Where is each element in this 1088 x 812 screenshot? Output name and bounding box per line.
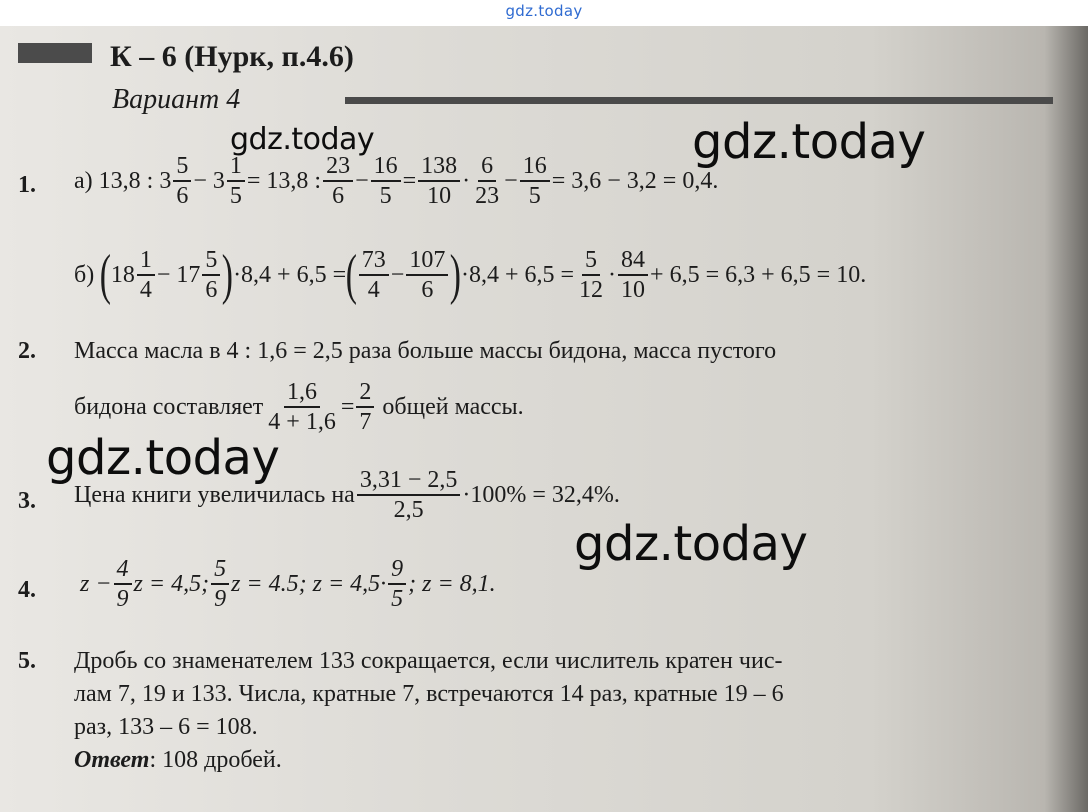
numerator: 1,6 xyxy=(284,378,320,408)
text: · xyxy=(608,261,617,288)
paren-close: ) xyxy=(222,244,234,306)
problem-1-number: 1. xyxy=(18,172,36,198)
fraction xyxy=(173,152,191,210)
problem-5-answer xyxy=(74,747,282,774)
problem-1b-label: б) xyxy=(74,261,95,288)
numerator: 4 xyxy=(114,555,132,585)
text: − xyxy=(504,167,518,194)
text: z = 4.5; z = 4,5· xyxy=(231,570,387,597)
numerator: 107 xyxy=(406,246,448,276)
problem-3-number: 3. xyxy=(18,488,36,514)
text: ·100% = 32,4%. xyxy=(462,481,620,508)
denominator: 10 xyxy=(621,277,646,303)
text: бидона составляет xyxy=(74,393,264,420)
text: 18 xyxy=(110,261,135,288)
denominator: 5 xyxy=(391,586,404,612)
fraction xyxy=(137,246,155,304)
denominator: 23 xyxy=(475,183,500,209)
problem-1b xyxy=(74,246,866,304)
fraction xyxy=(114,555,132,613)
numerator: 23 xyxy=(323,152,353,182)
denominator: 5 xyxy=(528,183,541,209)
numerator: 5 xyxy=(582,246,600,276)
fraction xyxy=(406,246,448,304)
watermark: gdz.today xyxy=(574,516,808,572)
problem-5-line3: раз, 133 – 6 = 108. xyxy=(74,714,258,740)
text: = xyxy=(402,167,417,194)
watermark: gdz.today xyxy=(230,122,375,157)
text: z = 4,5; xyxy=(133,570,210,597)
text: − xyxy=(390,261,405,288)
watermark: gdz.today xyxy=(46,430,280,486)
denominator: 7 xyxy=(359,409,372,435)
text: − 3 xyxy=(193,167,225,194)
paren-open: ( xyxy=(345,244,358,306)
fraction xyxy=(618,246,648,304)
text: Цена книги увеличилась на xyxy=(74,481,355,508)
denominator: 6 xyxy=(332,183,345,209)
fraction xyxy=(388,555,406,613)
numerator: 84 xyxy=(618,246,648,276)
problem-5-number: 5. xyxy=(18,648,36,674)
fraction xyxy=(472,152,502,210)
answer-text: : 108 дробей. xyxy=(149,747,282,773)
numerator: 138 xyxy=(418,152,460,182)
numerator: 16 xyxy=(371,152,401,182)
numerator: 3,31 − 2,5 xyxy=(357,466,461,496)
denominator: 5 xyxy=(379,183,392,209)
text: общей массы. xyxy=(382,393,524,420)
text: = 13,8 : xyxy=(246,167,322,194)
text: z − xyxy=(80,570,112,597)
text: + 6,5 = 6,3 + 6,5 = 10. xyxy=(650,261,867,288)
text: = 3,6 − 3,2 = 0,4. xyxy=(551,167,719,194)
text: − 17 xyxy=(156,261,201,288)
scanned-page xyxy=(0,26,1088,812)
text: − xyxy=(355,167,369,194)
problem-2-line2 xyxy=(74,378,524,436)
denominator: 2,5 xyxy=(393,497,424,523)
problem-4 xyxy=(80,555,496,613)
fraction xyxy=(576,246,606,304)
fraction xyxy=(323,152,353,210)
denominator: 9 xyxy=(214,586,227,612)
text: 13,8 : 3 xyxy=(98,167,172,194)
site-header-link[interactable]: gdz.today xyxy=(505,2,583,20)
fraction xyxy=(371,152,401,210)
denominator: 4 xyxy=(139,277,152,303)
problem-2-line1: Масса масла в 4 : 1,6 = 2,5 раза больше массы бидона, масса пустого xyxy=(74,338,777,364)
problem-5-line2: лам 7, 19 и 133. Числа, кратные 7, встречаются 14 раз, кратные 19 – 6 xyxy=(74,681,784,707)
text: ·8,4 + 6,5 = xyxy=(233,261,347,288)
denominator: 10 xyxy=(427,183,452,209)
watermark: gdz.today xyxy=(692,114,926,170)
numerator: 1 xyxy=(227,152,245,182)
text: = xyxy=(340,393,355,420)
fraction xyxy=(356,378,374,436)
denominator: 6 xyxy=(421,277,434,303)
numerator: 2 xyxy=(356,378,374,408)
paren-open: ( xyxy=(99,244,112,306)
numerator: 1 xyxy=(137,246,155,276)
denominator: 12 xyxy=(579,277,604,303)
fraction xyxy=(359,246,389,304)
fraction xyxy=(265,378,339,436)
fraction xyxy=(211,555,229,613)
problem-5-line1: Дробь со знаменателем 133 сокращается, если числитель кратен чис- xyxy=(74,648,783,674)
numerator: 5 xyxy=(202,246,220,276)
fraction xyxy=(520,152,550,210)
denominator: 6 xyxy=(205,277,218,303)
problem-4-number: 4. xyxy=(18,577,36,603)
numerator: 73 xyxy=(359,246,389,276)
problem-1a-label: а) xyxy=(74,167,93,194)
numerator: 5 xyxy=(173,152,191,182)
fraction xyxy=(357,466,461,524)
title-bar-decoration xyxy=(18,43,92,63)
fraction xyxy=(202,246,220,304)
denominator: 4 + 1,6 xyxy=(268,409,336,435)
denominator: 9 xyxy=(116,586,129,612)
denominator: 6 xyxy=(176,183,189,209)
fraction xyxy=(418,152,460,210)
numerator: 9 xyxy=(388,555,406,585)
fraction xyxy=(227,152,245,210)
text: · xyxy=(462,167,471,194)
variant-heading: Вариант 4 xyxy=(112,84,241,115)
paren-close: ) xyxy=(450,244,462,306)
numerator: 16 xyxy=(520,152,550,182)
text: ; z = 8,1. xyxy=(408,570,496,597)
heading-rule xyxy=(345,97,1053,104)
answer-label: Ответ xyxy=(74,747,150,773)
problem-1a xyxy=(74,152,718,210)
problem-2-number: 2. xyxy=(18,338,36,364)
numerator: 5 xyxy=(211,555,229,585)
denominator: 5 xyxy=(229,183,242,209)
numerator: 6 xyxy=(478,152,496,182)
page-title: К – 6 (Нурк, п.4.6) xyxy=(110,40,354,73)
denominator: 4 xyxy=(367,277,380,303)
text: ·8,4 + 6,5 = xyxy=(460,261,575,288)
